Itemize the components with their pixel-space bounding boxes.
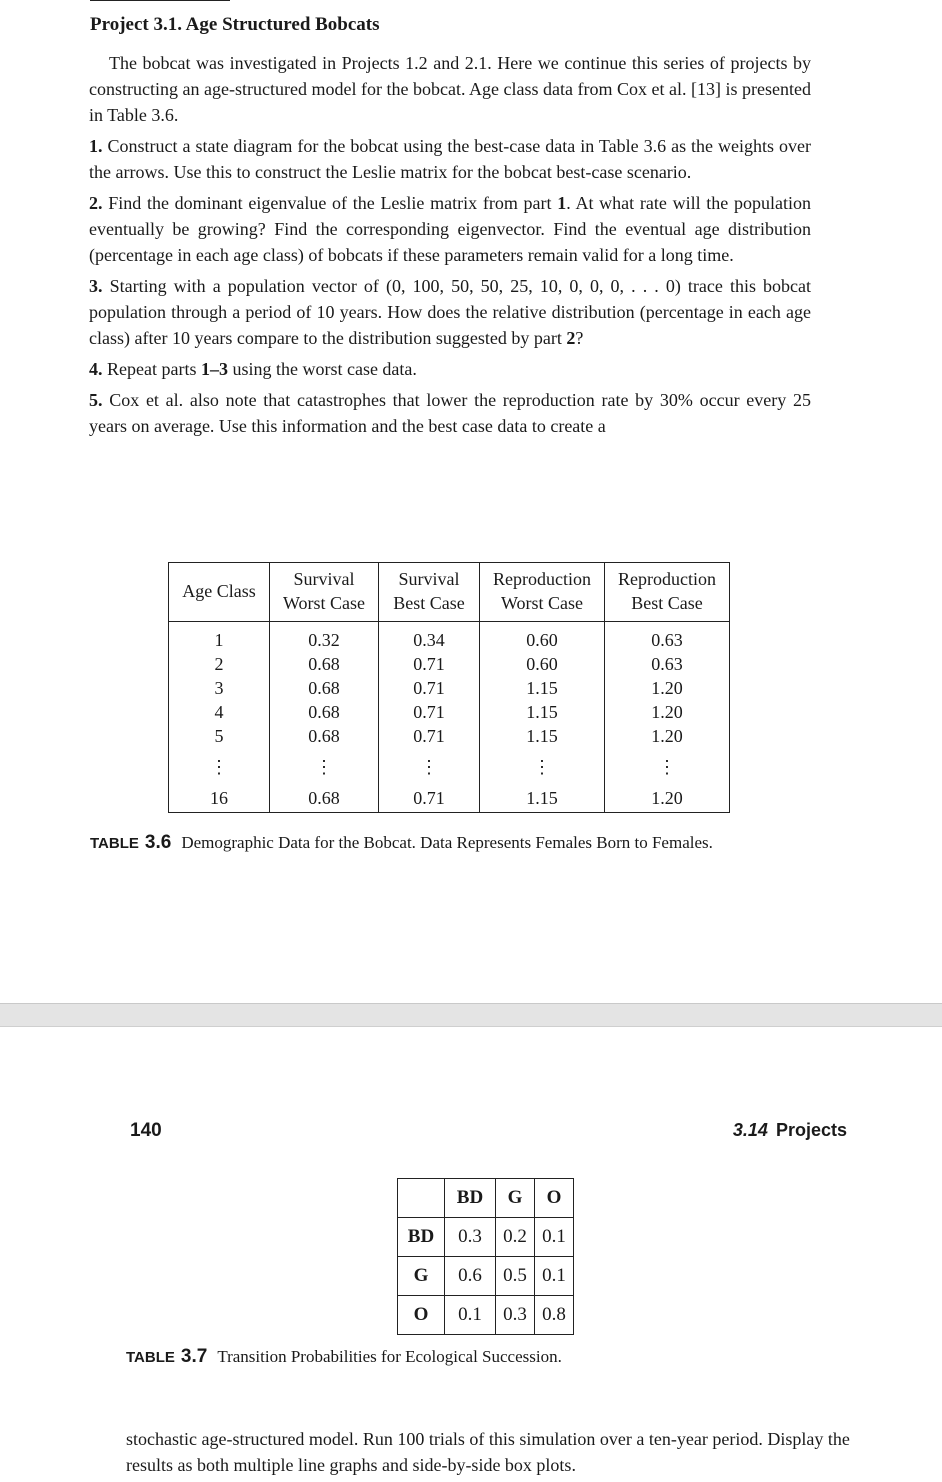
item-5: 5. Cox et al. also note that catastrophes that lower the reproduction rate by 30% occur every 25 years on average. Use this information and the best case data to create a [89, 390, 811, 436]
header-survival-worst: Survival Worst Case [270, 563, 379, 622]
cell: 0.2 [496, 1218, 535, 1257]
header-survival-best: Survival Best Case [379, 563, 480, 622]
table-3-7-caption: TABLE 3.7 Transition Probabilities for Ecological Succession. [126, 1346, 562, 1367]
bobcat-demographic-table [168, 562, 730, 813]
row-header-g: G [398, 1257, 445, 1296]
continuation-paragraph: stochastic age-structured model. Run 100 trials of this simulation over a ten-year period. Display the results as both multiple line graphs and side-by-side box plots. [126, 1429, 850, 1475]
project-title: Project 3.1. Age Structured Bobcats [90, 14, 380, 35]
page-divider [0, 1003, 942, 1027]
item-3: 3. Starting with a population vector of (0, 100, 50, 50, 25, 10, 0, 0, 0, . . . 0) trace this bobcat population through a period of 10 years. How does the relative distribution (percentage in each age class) after 10 years compare to the distribution suggested by part 2? [89, 276, 811, 348]
column-reproduction-best: 0.63 0.63 1.20 1.20 1.20 ⋮ 1.20 [605, 622, 730, 813]
intro-paragraph: The bobcat was investigated in Projects 1.2 and 2.1. Here we continue this series of projects by constructing an age-structured model for the bobcat. Age class data from Cox et al. [13] is presented in Table 3.6. [89, 53, 811, 125]
column-survival-worst: 0.32 0.68 0.68 0.68 0.68 ⋮ 0.68 [270, 622, 379, 813]
column-age-class: 1 2 3 4 5 ⋮ 16 [169, 622, 270, 813]
row-header-o: O [398, 1296, 445, 1335]
cell: 0.5 [496, 1257, 535, 1296]
column-reproduction-worst: 0.60 0.60 1.15 1.15 1.15 ⋮ 1.15 [480, 622, 605, 813]
cell: 0.3 [445, 1218, 496, 1257]
column-survival-best: 0.34 0.71 0.71 0.71 0.71 ⋮ 0.71 [379, 622, 480, 813]
cell: 0.1 [535, 1257, 574, 1296]
running-head: 3.14 Projects [732, 1120, 847, 1140]
page-number: 140 [130, 1120, 162, 1141]
table-3-6-caption: TABLE 3.6 Demographic Data for the Bobcat. Data Represents Females Born to Females. [90, 832, 713, 853]
transition-probabilities-table [397, 1178, 574, 1335]
item-4: 4. Repeat parts 1–3 using the worst case data. [89, 359, 417, 379]
row-header-bd: BD [398, 1218, 445, 1257]
col-header-o: O [535, 1179, 574, 1218]
header-reproduction-worst: Reproduction Worst Case [480, 563, 605, 622]
header-reproduction-best: Reproduction Best Case [605, 563, 730, 622]
cell: 0.6 [445, 1257, 496, 1296]
cut-off-heading [90, 0, 250, 2]
cell: 0.1 [535, 1218, 574, 1257]
item-1: 1. Construct a state diagram for the bobcat using the best-case data in Table 3.6 as the weights over the arrows. Use this to construct the Leslie matrix for the bobcat best-case scenario. [89, 136, 812, 182]
cell: 0.3 [496, 1296, 535, 1335]
corner-cell [398, 1179, 445, 1218]
header-age-class: Age Class [169, 563, 270, 622]
cell: 0.8 [535, 1296, 574, 1335]
col-header-bd: BD [445, 1179, 496, 1218]
project-body [89, 50, 811, 439]
col-header-g: G [496, 1179, 535, 1218]
cell: 0.1 [445, 1296, 496, 1335]
item-2: 2. Find the dominant eigenvalue of the Leslie matrix from part 1. At what rate will the population eventually be growing? Find the corresponding eigenvector. Find the eventual age distribution (percentage in each age class) of bobcats if these parameters remain valid for a long time. [89, 193, 811, 265]
